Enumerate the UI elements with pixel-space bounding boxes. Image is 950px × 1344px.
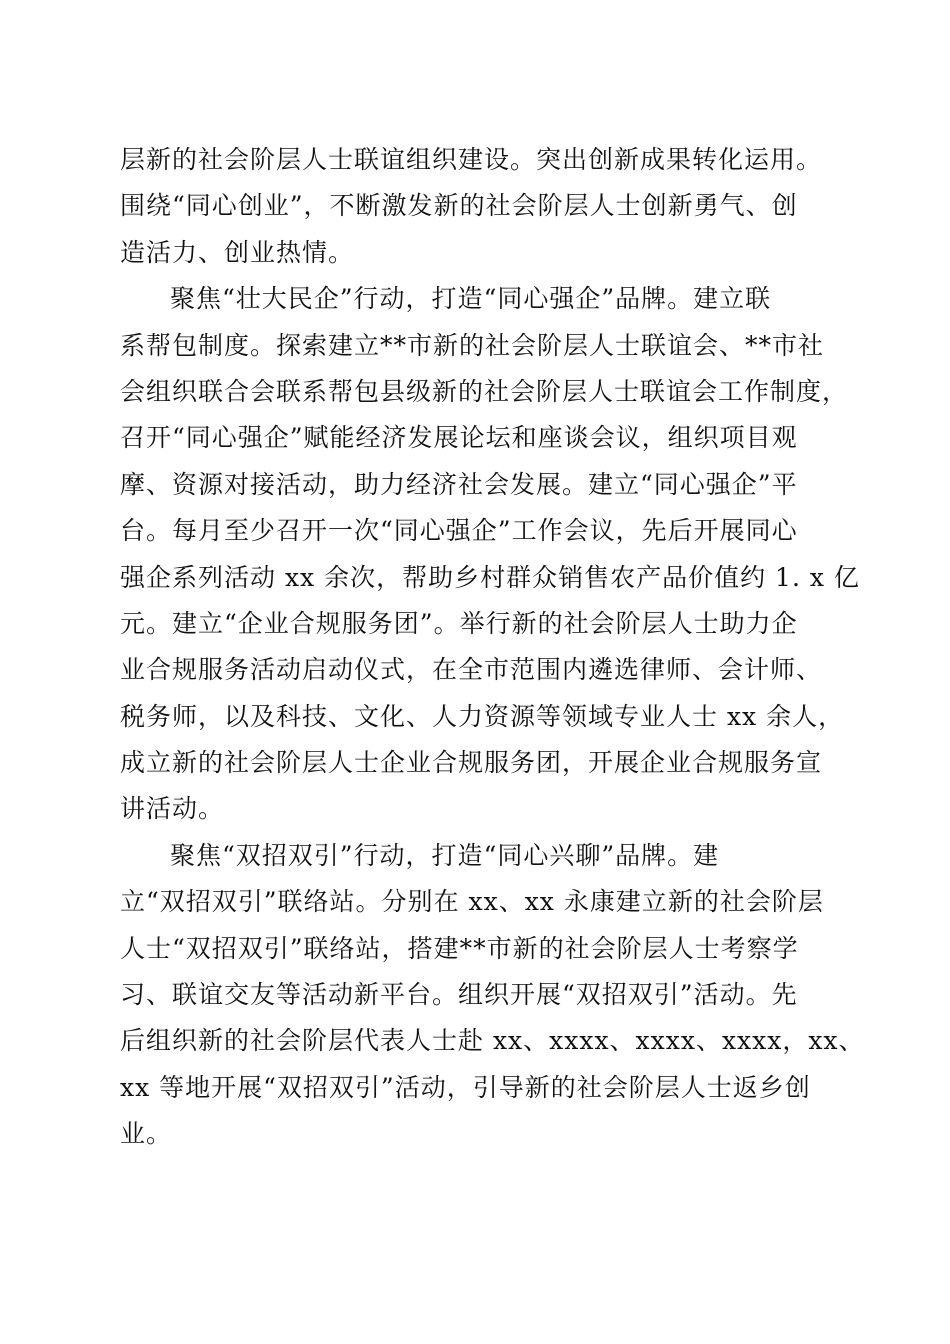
text-line: xx 等地开展“双招双引”活动，引导新的社会阶层人士返乡创 [120, 1072, 811, 1102]
text-line: 业。 [120, 1119, 173, 1149]
text-line: 讲活动。 [120, 794, 225, 824]
text-line: 造活力、创业热情。 [120, 237, 355, 267]
text-line: 税务师，以及科技、文化、人力资源等领域专业人士 xx 余人， [120, 701, 845, 731]
text-line: 围绕“同心创业”，不断激发新的社会阶层人士创新勇气、创 [120, 191, 798, 221]
document-body [120, 137, 865, 1158]
paragraph-2 [120, 276, 860, 833]
text-line: 聚焦“壮大民企”行动，打造“同心强企”品牌。建立联 [170, 284, 772, 314]
text-line: 立“双招双引”联络站。分别在 xx、xx 永康建立新的社会阶层 [120, 887, 824, 917]
text-line: 业合规服务活动启动仪式，在全市范围内遴选律师、会计师、 [120, 655, 823, 685]
text-line: 层新的社会阶层人士联谊组织建设。突出创新成果转化运用。 [120, 145, 823, 174]
text-line: 习、联谊交友等活动新平台。组织开展“双招双引”活动。先 [120, 980, 798, 1010]
text-line: 台。每月至少召开一次“同心强企”工作会议，先后开展同心 [120, 516, 798, 546]
paragraph-3 [120, 833, 865, 1158]
text-line: 成立新的社会阶层人士企业合规服务团，开展企业合规服务宣 [120, 748, 823, 778]
text-line: 后组织新的社会阶层代表人士赴 xx、xxxx、xxxx、xxxx，xx、 [120, 1026, 865, 1056]
text-line: 人士“双招双引”联络站，搭建**市新的社会阶层人士考察学 [120, 933, 799, 963]
paragraph-1 [120, 137, 840, 276]
text-line: 元。建立“企业合规服务团”。举行新的社会阶层人士助力企 [120, 608, 798, 638]
text-line: 摩、资源对接活动，助力经济社会发展。建立“同心强企”平 [120, 469, 798, 499]
text-line: 会组织联合会联系帮包县级新的社会阶层人士联谊会工作制度， [120, 376, 849, 406]
text-line: 系帮包制度。探索建立**市新的社会阶层人士联谊会、**市社 [120, 330, 825, 360]
text-line: 召开“同心强企”赋能经济发展论坛和座谈会议，组织项目观 [120, 423, 798, 453]
text-line: 聚焦“双招双引”行动，打造“同心兴聊”品牌。建 [170, 840, 720, 870]
text-line: 强企系列活动 xx 余次，帮助乡村群众销售农产品价值约 1. x 亿 [120, 562, 860, 592]
